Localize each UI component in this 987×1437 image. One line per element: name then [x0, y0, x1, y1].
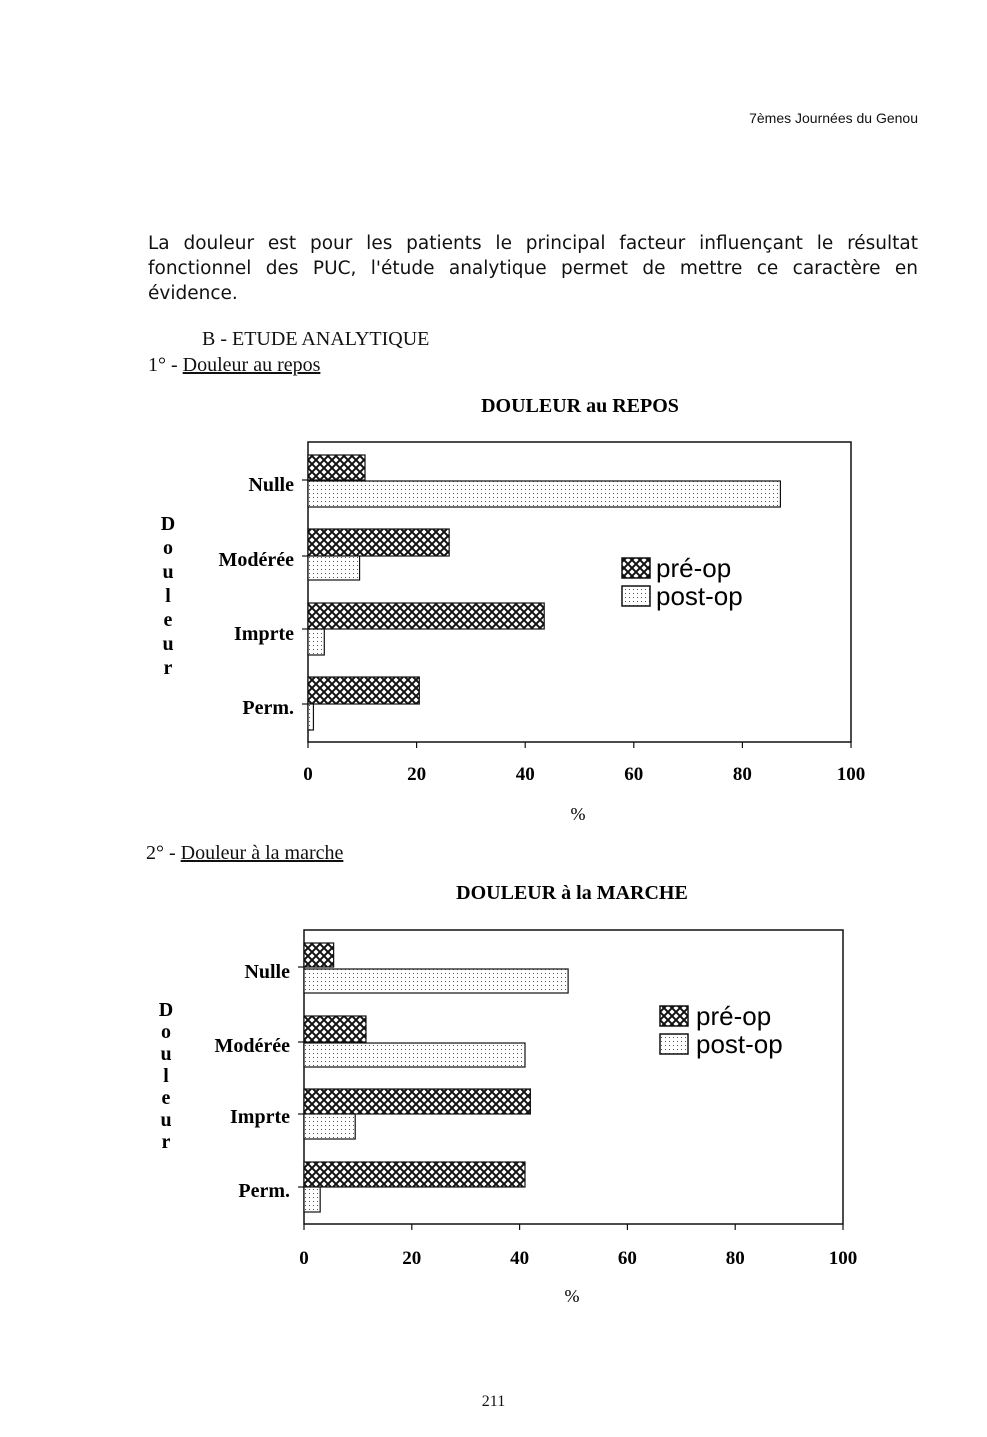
legend [660, 1001, 783, 1059]
x-tick-label: 40 [510, 1248, 530, 1269]
bar-pre-op [308, 455, 365, 480]
category-label: Modérée [218, 549, 294, 571]
running-header: 7èmes Journées du Genou [749, 110, 918, 126]
bar-pre-op [304, 1016, 366, 1042]
x-tick-label: 60 [617, 1248, 637, 1269]
bar-post-op [304, 1114, 355, 1139]
x-tick-label: 40 [515, 764, 535, 785]
bar-post-op [308, 481, 780, 507]
section-1-heading [148, 354, 320, 377]
bar-pre-op [308, 603, 544, 629]
category-label: Nulle [248, 474, 294, 496]
x-tick-label: 0 [299, 1248, 309, 1269]
legend-label: post-op [656, 581, 743, 611]
legend-swatch [622, 586, 650, 606]
bar-pre-op [304, 1089, 530, 1114]
legend [622, 553, 743, 611]
y-axis-label: D o u l e u r [158, 999, 174, 1153]
category-label: Perm. [242, 697, 294, 719]
section-1-title: Douleur au repos [182, 354, 321, 376]
x-tick-label: 0 [303, 764, 313, 785]
bar-post-op [304, 1187, 320, 1212]
x-tick-label: 20 [407, 764, 427, 785]
bar-post-op [308, 556, 360, 580]
category-label: Perm. [238, 1180, 290, 1202]
bar-post-op [308, 629, 324, 655]
category-label: Modérée [214, 1035, 290, 1057]
bar-post-op [304, 1043, 525, 1067]
chart-title: DOULEUR à la MARCHE [456, 882, 688, 904]
x-axis-label: % [564, 1286, 580, 1306]
legend-label: pré-op [656, 553, 732, 583]
category-label: Nulle [244, 961, 290, 983]
chart-douleur-repos [0, 380, 987, 840]
x-axis-label: % [570, 804, 586, 824]
chart-title: DOULEUR au REPOS [481, 395, 679, 417]
x-tick-label: 60 [624, 764, 644, 785]
x-tick-label: 100 [836, 764, 866, 785]
section-2-prefix: 2° - [146, 842, 181, 864]
bar-pre-op [304, 943, 334, 967]
intro-paragraph: La douleur est pour les patients le principal facteur influençant le résultat fonctionnel des PUC, l'étude analytique permet de mettre ce caractère en évidence. [148, 233, 918, 304]
x-tick-label: 80 [725, 1248, 745, 1269]
legend-label: post-op [696, 1029, 783, 1059]
y-axis-label: D o u l e u r [160, 513, 176, 679]
legend-label: pré-op [696, 1001, 772, 1031]
x-tick-label: 100 [828, 1248, 858, 1269]
legend-swatch [660, 1006, 688, 1026]
section-1-prefix: 1° - [148, 354, 183, 376]
bar-pre-op [308, 529, 449, 556]
category-label: Imprte [234, 623, 294, 645]
legend-swatch [622, 558, 650, 578]
section-2-title: Douleur à la marche [180, 842, 344, 864]
bar-post-op [308, 704, 313, 730]
category-label: Imprte [230, 1106, 290, 1128]
bar-post-op [304, 969, 568, 993]
section-b-title: B - ETUDE ANALYTIQUE [202, 328, 430, 350]
section-2-heading [146, 842, 343, 865]
bar-pre-op [304, 1162, 525, 1187]
bar-pre-op [308, 677, 419, 704]
x-tick-label: 20 [402, 1248, 422, 1269]
page-number: 211 [481, 1393, 506, 1410]
legend-swatch [660, 1034, 688, 1054]
x-tick-label: 80 [732, 764, 752, 785]
chart-douleur-marche [0, 868, 987, 1318]
